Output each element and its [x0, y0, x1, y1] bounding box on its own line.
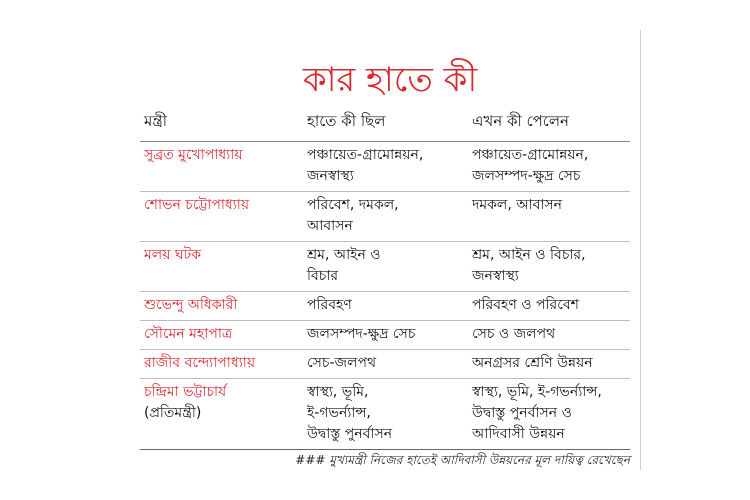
after-portfolio-cell [472, 242, 630, 291]
table-row [140, 350, 630, 379]
table-row [140, 142, 630, 192]
after-portfolio-line: অনগ্রসর শ্রেণি উন্নয়ন [472, 355, 593, 371]
after-portfolio-line: জলসম্পদ-ক্ষুদ্র সেচ [472, 168, 581, 184]
portfolio-table [140, 110, 630, 450]
minister-name: চন্দ্রিমা ভট্টাচার্য [144, 384, 227, 400]
before-portfolio-line: শ্রম, আইন ও [307, 247, 381, 263]
table-row [140, 321, 630, 350]
minister-cell [140, 192, 307, 241]
before-portfolio-line: পঞ্চায়েত-গ্রামোন্নয়ন, [307, 147, 424, 163]
after-portfolio-line: পরিবহণ ও পরিবেশ [472, 297, 579, 313]
page-title: কার হাতে কী [302, 60, 478, 100]
after-portfolio-cell [472, 379, 630, 449]
minister-cell [140, 242, 307, 291]
before-portfolio-line: জনস্বাস্থ্য [307, 168, 354, 184]
before-portfolio-line: ই-গভর্ন্যান্স, [307, 405, 371, 421]
after-portfolio-line: শ্রম, আইন ও বিচার, [472, 247, 586, 263]
minister-name: মলয় ঘটক [144, 247, 201, 263]
after-portfolio-line [472, 216, 630, 237]
after-portfolio-line: জনস্বাস্থ্য [472, 268, 519, 284]
minister-name: সৌমেন মহাপাত্র [144, 326, 233, 342]
before-portfolio-line: জলসম্পদ-ক্ষুদ্র সেচ [307, 326, 416, 342]
table-row [140, 192, 630, 242]
after-portfolio-cell [472, 321, 630, 349]
after-portfolio-cell [472, 192, 630, 241]
minister-cell [140, 379, 307, 449]
after-portfolio-line: দমকল, আবাসন [472, 197, 563, 213]
before-portfolio-line: পরিবেশ, দমকল, [307, 197, 399, 213]
before-portfolio-cell [307, 142, 472, 191]
minister-name: শুভেন্দু অধিকারী [144, 297, 238, 313]
before-portfolio-line: সেচ-জলপথ [307, 355, 377, 371]
after-portfolio-line: আদিবাসী উন্নয়ন [472, 426, 565, 442]
before-portfolio-line: পরিবহণ [307, 297, 352, 313]
header-minister: মন্ত্রী [144, 112, 168, 130]
after-portfolio-line: সেচ ও জলপথ [472, 326, 556, 342]
before-portfolio-cell [307, 379, 472, 449]
after-portfolio-cell [472, 292, 630, 320]
before-portfolio-line: বিচার [307, 268, 339, 284]
footnote: ### মুখ্যমন্ত্রী নিজের হাতেই আদিবাসী উন্নয়নের মূল দায়িত্ব রেখেছেন [295, 453, 630, 467]
before-portfolio-line: আবাসন [307, 218, 353, 234]
after-portfolio-line: পঞ্চায়েত-গ্রামোন্নয়ন, [472, 147, 589, 163]
table-row [140, 242, 630, 292]
after-portfolio-cell [472, 350, 630, 378]
before-portfolio-cell [307, 321, 472, 349]
table-row [140, 379, 630, 450]
before-portfolio-line: স্বাস্থ্য, ভূমি, [307, 384, 369, 400]
minister-cell [140, 292, 307, 320]
table-body [140, 142, 630, 450]
minister-cell [140, 321, 307, 349]
minister-name: সুব্রত মুখোপাধ্যায় [144, 147, 243, 163]
before-portfolio-cell [307, 192, 472, 241]
minister-cell [140, 142, 307, 191]
table-row [140, 292, 630, 321]
header-before: হাতে কী ছিল [307, 112, 386, 130]
before-portfolio-line: উদ্বাস্তু পুনর্বাসন [307, 426, 393, 442]
minister-cell [140, 350, 307, 378]
header-after: এখন কী পেলেন [472, 112, 569, 130]
minister-name: শোভন চট্টোপাধ্যায় [144, 197, 250, 213]
column-divider-line [640, 30, 641, 470]
after-portfolio-cell [472, 142, 630, 191]
before-portfolio-cell [307, 350, 472, 378]
after-portfolio-line: স্বাস্থ্য, ভূমি, ই-গভর্ন্যান্স, [472, 384, 602, 400]
after-portfolio-line: উদ্বাস্তু পুনর্বাসন ও [472, 405, 572, 421]
minister-name: রাজীব বন্দ্যোপাধ্যায় [144, 355, 256, 371]
before-portfolio-cell [307, 292, 472, 320]
table-header [140, 110, 630, 142]
before-portfolio-cell [307, 242, 472, 291]
minister-note: (প্রতিমন্ত্রী) [144, 405, 202, 421]
